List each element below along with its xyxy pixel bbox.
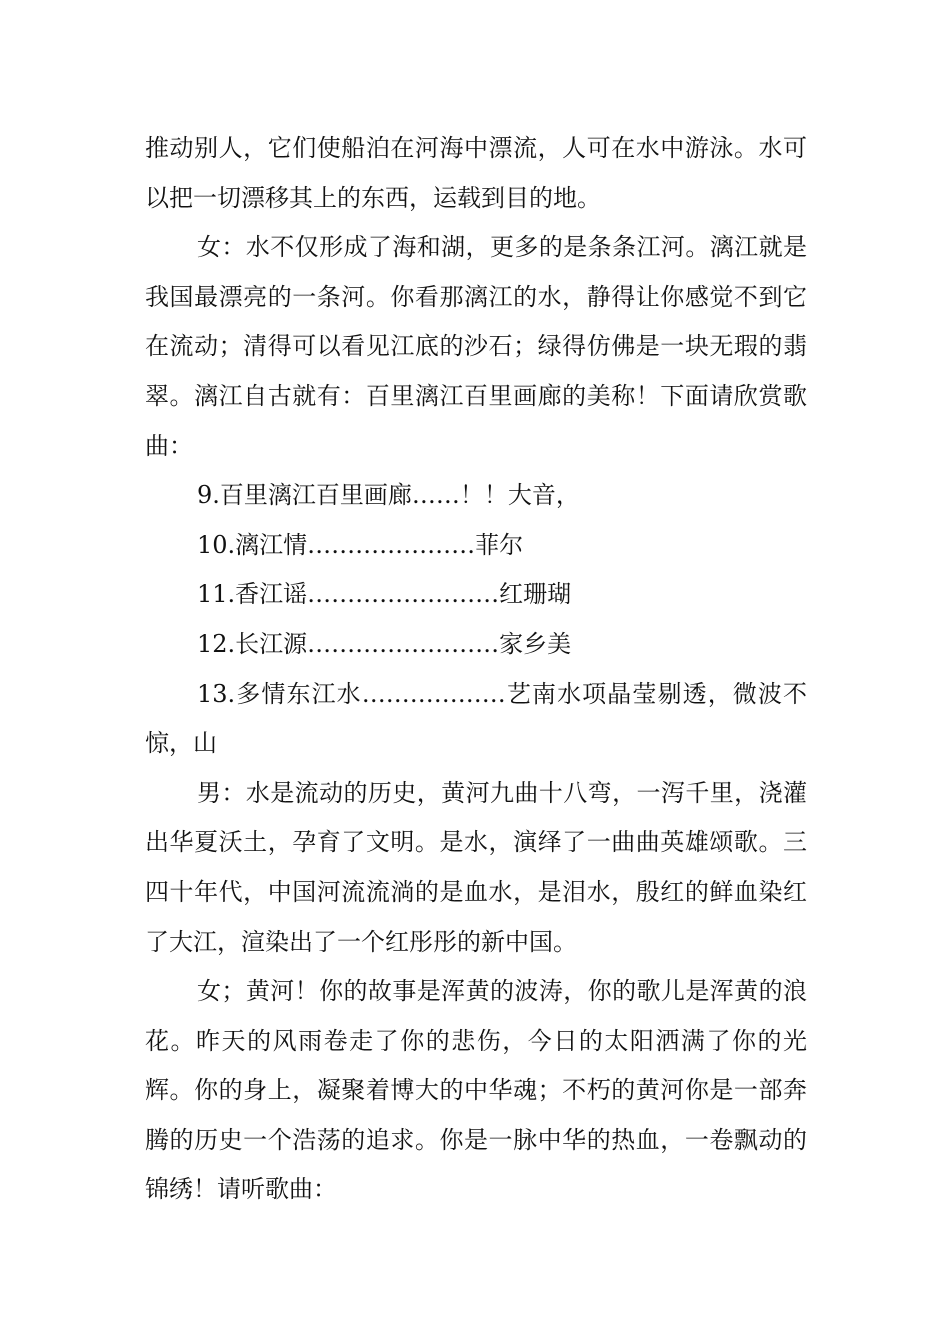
document-body	[145, 124, 807, 1215]
paragraph-female-yellow-river: 女；黄河！你的故事是浑黄的波涛，你的歌儿是浑黄的浪花。昨天的风雨卷走了你的悲伤，今日的太阳洒满了你的光辉。你的身上，凝聚着博大的中华魂；不朽的黄河你是一部奔腾的历史一个浩荡的追求。你是一脉中华的热血，一卷飘动的锦绣！请听歌曲：	[145, 977, 807, 1204]
paragraph-intro-continuation: 推动别人，它们使船泊在河海中漂流，人可在水中游泳。水可以把一切漂移其上的东西，运载到目的地。	[145, 134, 807, 212]
song-list-item-11: 11.香江谣……………………红珊瑚	[197, 580, 572, 609]
paragraph-male-history: 男：水是流动的历史，黄河九曲十八弯，一泻千里，浇灌出华夏沃土，孕育了文明。是水，演绎了一曲曲英雄颂歌。三四十年代，中国河流流淌的是血水，是泪水，殷红的鲜血染红了大江，渲染出了一个红彤彤的新中国。	[145, 778, 807, 956]
paragraph-female-lijiang: 女：水不仅形成了海和湖，更多的是条条江河。漓江就是我国最漂亮的一条河。你看那漓江的水，静得让你感觉不到它在流动；清得可以看见江底的沙石；绿得仿佛是一块无瑕的翡翠。漓江自古就有：百里漓江百里画廊的美称！下面请欣赏歌曲：	[145, 233, 807, 460]
song-list-item-10: 10.漓江情…………………菲尔	[197, 530, 524, 559]
song-list-item-13: 13.多情东江水………………艺南水项晶莹剔透，微波不惊，山	[145, 679, 807, 758]
song-list-item-12: 12.长江源……………………家乡美	[197, 629, 572, 658]
song-list-item-9: 9.百里漓江百里画廊……！！大音，	[197, 481, 580, 510]
